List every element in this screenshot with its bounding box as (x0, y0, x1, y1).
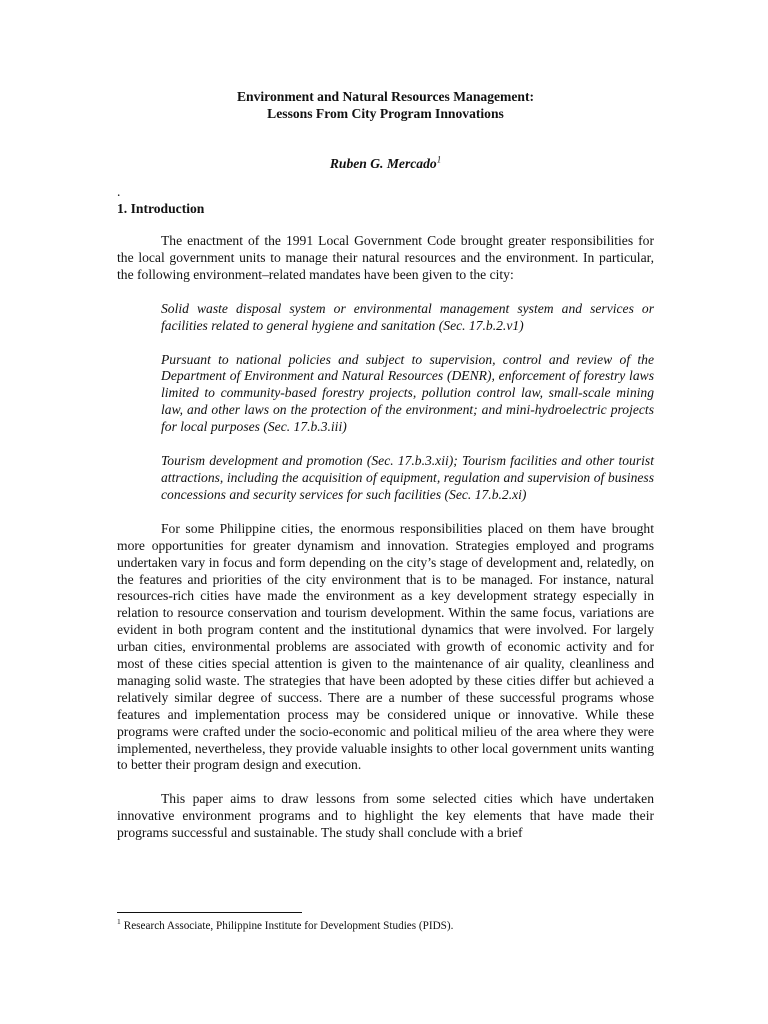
author-line (117, 155, 654, 172)
footnote-text: Research Associate, Philippine Institute for Development Studies (PIDS). (123, 920, 454, 932)
author-name: Ruben G. Mercado (329, 156, 437, 171)
paper-title (117, 88, 654, 122)
quote-mandate-2: Pursuant to national policies and subject to supervision, control and review of the Department of Environment and Natural Resources (DENR), enforcement of forestry laws limited to community-based forestry projects, pollution control law, small-scale mining law, and other laws on the protection of the environment; and mini-hydroelectric projects for local purposes (Sec. 17.b.3.iii) (161, 351, 654, 435)
paragraph-body-2: This paper aims to draw lessons from some selected cities which have undertaken innovative environment programs and to highlight the key elements that have made their programs successful and sustainable. The study shall conclude with a brief (117, 791, 654, 841)
footnote (117, 919, 654, 933)
paragraph-body-1: For some Philippine cities, the enormous responsibilities placed on them have brought more opportunities for greater dynamism and innovation. Strategies employed and programs undertaken vary in focus and form depending on the city’s stage of development and, relatedly, on the features and priorities of the city environment that is to be managed. For instance, natural resources-rich cities have made the environment as a key development strategy especially in relation to resource conservation and tourism development. Within the same focus, variations are evident in both program content and the institutional dynamics that were involved. For largely urban cities, environmental problems are associated with growth of economic activity and for most of these cities special attention is given to the maintenance of air quality, cleanliness and managing solid waste. The strategies that have been adopted by these cities differ but achieved a relatively similar degree of success. There are a number of these successful programs whose features and implementation process may be considered unique or innovative. While these programs were crafted under the socio-economic and political milieu of the area where they were implemented, nevertheless, they provide valuable insights to other local government units wanting to better their program design and execution. (117, 520, 654, 773)
footnote-mark: 1 (117, 917, 121, 927)
author-footnote-mark: 1 (436, 154, 442, 165)
stray-mark: . (117, 184, 121, 199)
document-page (117, 88, 654, 842)
section-heading-introduction: 1. Introduction (117, 201, 205, 216)
title-line-2: Lessons From City Program Innovations (267, 106, 504, 121)
quote-mandate-3: Tourism development and promotion (Sec. 17.b.3.xii); Tourism facilities and other tourist attractions, including the acquisition of equipment, regulation and supervision of business concessions and security services for such facilities (Sec. 17.b.2.xi) (161, 453, 654, 502)
quote-mandate-1: Solid waste disposal system or environmental management system and services or facilities related to general hygiene and sanitation (Sec. 17.b.2.v1) (161, 300, 654, 333)
title-line-1: Environment and Natural Resources Management: (236, 89, 535, 104)
paragraph-intro: The enactment of the 1991 Local Government Code brought greater responsibilities for the local government units to manage their natural resources and the environment. In particular, the following environment–related mandates have been given to the city: (117, 233, 654, 282)
footnote-separator (117, 912, 302, 913)
